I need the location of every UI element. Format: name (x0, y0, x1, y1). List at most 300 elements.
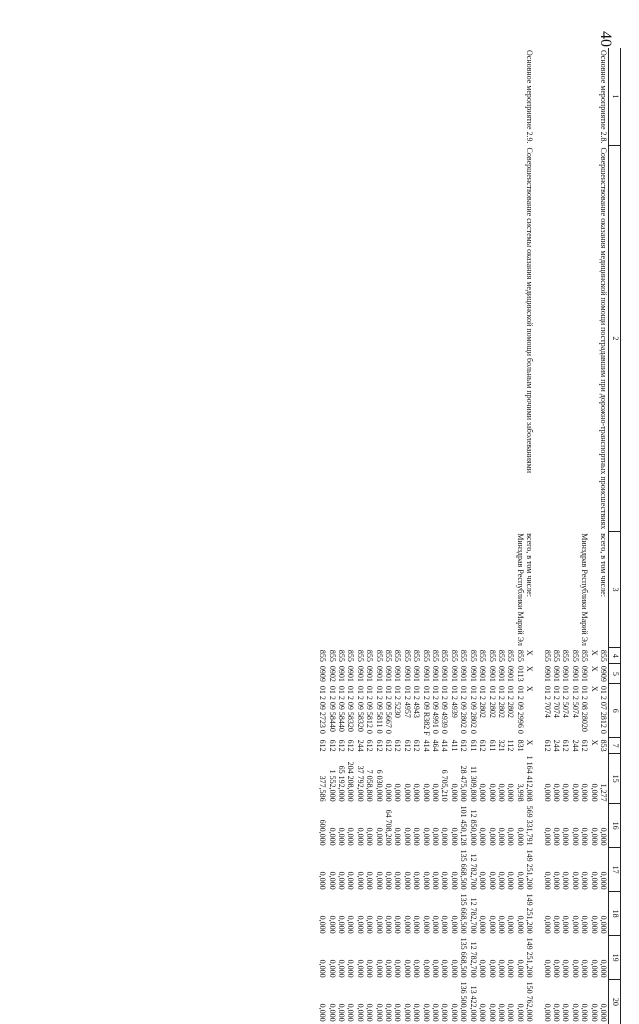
cell-c19: 149 251,200 (525, 937, 535, 978)
cell-c4: 855 (346, 649, 356, 662)
cell-c17: 0,000 (487, 871, 497, 890)
cell-c15: 0,000 (487, 783, 497, 802)
cell-c3 (570, 531, 579, 648)
column-header-20: 20 (609, 980, 621, 1024)
measure-description: Совершенствование системы оказания медицинской помощи больным прочими заболеваниями (525, 147, 535, 474)
cell-c17: 0,000 (496, 871, 506, 890)
table-row (599, 48, 609, 1024)
cell-c15: 0,000 (542, 783, 552, 802)
cell-c7: 612 (318, 739, 328, 752)
column-header-7: 7 (609, 738, 621, 754)
cell-c16: 0,000 (421, 827, 431, 846)
cell-c4: 855 (402, 649, 412, 662)
measure-description: Совершенствование оказания медицинской помощи пострадавшим при дорожно-транспортных происшествиях (599, 147, 608, 530)
cell-c6: 01 2 09 58320 (346, 685, 356, 732)
cell-c4: 855 (487, 649, 497, 662)
cell-c6: X (525, 685, 535, 692)
cell-c15: 3,998 (515, 783, 525, 802)
cell-c17: 0,000 (318, 871, 328, 890)
cell-c4: 855 (431, 649, 441, 662)
cell-c17: 0,000 (374, 871, 384, 890)
cell-c19: 0,000 (337, 959, 347, 978)
cell-c3: всего, в том числе: (599, 533, 608, 597)
cell-c17: 149 251,200 (525, 849, 535, 890)
cell-c16: 0,000 (506, 827, 516, 846)
cell-c16: 0,000 (589, 827, 599, 846)
cell-c7: 611 (487, 739, 497, 752)
cell-c5: 0901 (337, 665, 347, 682)
cell-c16: 0,000 (561, 827, 571, 846)
cell-c18: 12 782,700 (468, 897, 478, 934)
cell-c20: 0,000 (440, 1003, 450, 1022)
cell-c5: 0901 (355, 665, 365, 682)
cell-c16: 0,000 (542, 827, 552, 846)
cell-c3 (497, 531, 506, 648)
cell-c19: 0,000 (355, 959, 365, 978)
cell-c4: 855 (440, 649, 450, 662)
cell-c4: 855 (561, 649, 571, 662)
cell-c18: 0,000 (402, 915, 412, 934)
column-header-16: 16 (609, 804, 621, 848)
cell-c6: 01 2 09 5811 0 (374, 685, 384, 734)
cell-c7: 612 (337, 739, 347, 752)
cell-c18: 0,000 (589, 915, 599, 934)
cell-c17: 0,000 (551, 871, 561, 890)
cell-c15: 0,000 (412, 783, 422, 802)
cell-c4: 855 (421, 649, 431, 662)
cell-c5: 0113 (515, 665, 525, 682)
cell-c18: 0,000 (365, 915, 375, 934)
cell-c3 (440, 531, 449, 648)
cell-c4: 855 (449, 649, 459, 662)
cell-c17: 0,000 (365, 871, 375, 890)
cell-c18: 0,000 (440, 915, 450, 934)
cell-c18: 0,000 (346, 915, 356, 934)
cell-c3 (421, 531, 430, 648)
cell-c5: 0901 (412, 665, 422, 682)
cell-c7: 612 (561, 739, 571, 752)
cell-c16: 0,000 (478, 827, 488, 846)
cell-c5: 0901 (449, 665, 459, 682)
cell-c15: 0,000 (551, 783, 561, 802)
cell-c20: 0,000 (327, 1003, 337, 1022)
column-header-6: 6 (609, 684, 621, 738)
cell-c6: 01 2 4957 (402, 685, 412, 718)
measure-name: Основное мероприятие 2.8. (599, 50, 608, 144)
cell-c20: 0,000 (542, 1003, 552, 1022)
cell-c16: 101 450,128 (459, 805, 469, 846)
cell-c19: 0,000 (402, 959, 412, 978)
cell-c20: 13 422,000 (468, 985, 478, 1022)
section-spacer (534, 48, 542, 1024)
cell-c15: 6 030,000 (374, 769, 384, 802)
cell-c16: 0,000 (440, 827, 450, 846)
cell-c17: 0,000 (589, 871, 599, 890)
cell-c4: 855 (506, 649, 516, 662)
cell-c5: 0901 (561, 665, 571, 682)
cell-c3 (506, 531, 515, 648)
cell-c7: 853 (599, 739, 608, 752)
cell-c18: 0,000 (384, 915, 394, 934)
cell-c19: 0,000 (561, 959, 571, 978)
cell-c6: 01 2 4943 (412, 685, 422, 718)
cell-c3 (589, 531, 598, 648)
cell-c7: 612 (346, 739, 356, 752)
cell-c19: 0,000 (440, 959, 450, 978)
cell-c15: 11 309,800 (468, 765, 478, 802)
cell-c6: 01 2 5074 (570, 685, 580, 718)
cell-c17: 0,000 (440, 871, 450, 890)
cell-c7: 321 (496, 739, 506, 752)
cell-c6: 01 2 5074 (561, 685, 571, 718)
cell-c5: 0901 (478, 665, 488, 682)
cell-c15: 0,000 (478, 783, 488, 802)
cell-c7: X (589, 739, 599, 746)
cell-c17: 12 782,700 (468, 853, 478, 890)
cell-c16: 0,000 (374, 827, 384, 846)
cell-c17: 0,000 (337, 871, 347, 890)
cell-c18: 0,000 (506, 915, 516, 934)
cell-c3: Минздрав Республики Марий Эл (580, 533, 590, 646)
cell-c16: 12 850,000 (468, 809, 478, 846)
cell-c20: 0,000 (412, 1003, 422, 1022)
cell-c19: 0,000 (506, 959, 516, 978)
cell-c5: 0901 (346, 665, 356, 682)
cell-c18: 0,000 (374, 915, 384, 934)
cell-c18: 0,000 (487, 915, 497, 934)
cell-c7: 612 (374, 739, 384, 752)
cell-c20: 0,000 (589, 1003, 599, 1022)
cell-c7: 414 (421, 739, 431, 752)
cell-c18: 0,000 (561, 915, 571, 934)
cell-c19: 0,000 (346, 959, 356, 978)
cell-c5: 0901 (542, 665, 552, 682)
cell-c3 (337, 531, 346, 648)
cell-c19: 0,000 (599, 959, 608, 978)
cell-c7: 244 (570, 739, 580, 752)
cell-c20: 0,000 (496, 1003, 506, 1022)
cell-c7: 612 (542, 739, 552, 752)
cell-c20: 0,000 (487, 1003, 497, 1022)
cell-c16: 0,000 (599, 827, 608, 846)
cell-c5: 0901 (551, 665, 561, 682)
cell-c16: 0,000 (515, 827, 525, 846)
cell-c4: 855 (599, 649, 608, 662)
cell-c15: 204 208,000 (346, 761, 356, 802)
cell-c19: 0,000 (589, 959, 599, 978)
cell-c4: 855 (393, 649, 403, 662)
cell-c17: 0,000 (327, 871, 337, 890)
cell-c4: X (589, 649, 599, 656)
cell-c6: 01 2 5230 (393, 685, 403, 718)
column-header-5: 5 (609, 664, 621, 684)
cell-c5: 0901 (580, 665, 590, 682)
cell-c4: 855 (318, 649, 328, 662)
cell-c16: 0,000 (355, 827, 365, 846)
cell-c3 (459, 531, 468, 648)
cell-c16: 64 708,200 (384, 809, 394, 846)
cell-c16: 0,000 (496, 827, 506, 846)
cell-c16: 600,000 (318, 819, 328, 846)
cell-c4: X (525, 649, 535, 656)
cell-c4: 855 (478, 649, 488, 662)
column-header-17: 17 (609, 848, 621, 892)
cell-c17: 0,000 (506, 871, 516, 890)
cell-c3 (478, 531, 487, 648)
cell-c3: Минздрав Республики Марий Эл (515, 533, 525, 646)
page-number: 40 (597, 31, 614, 47)
cell-c5: 0902 (327, 665, 337, 682)
cell-c7: 831 (515, 739, 525, 752)
cell-c16: 0,000 (402, 827, 412, 846)
cell-c20: 0,000 (599, 1003, 608, 1022)
cell-c7: 612 (478, 739, 488, 752)
cell-c18: 0,000 (478, 915, 488, 934)
cell-c19: 0,000 (551, 959, 561, 978)
cell-c3: всего, в том числе: (525, 533, 535, 597)
cell-c15: 0,000 (570, 783, 580, 802)
cell-c4: 855 (515, 649, 525, 662)
cell-c3 (374, 531, 383, 648)
cell-c19: 0,000 (393, 959, 403, 978)
cell-c17: 0,000 (421, 871, 431, 890)
cell-c5: 0901 (365, 665, 375, 682)
cell-c19: 0,000 (580, 959, 590, 978)
cell-c4: 855 (570, 649, 580, 662)
cell-c19: 0,000 (449, 959, 459, 978)
cell-c20: 0,000 (318, 1003, 328, 1022)
cell-c15: 0,000 (589, 783, 599, 802)
cell-c4: 855 (365, 649, 375, 662)
cell-c5: 0901 (440, 665, 450, 682)
cell-c17: 0,000 (478, 871, 488, 890)
cell-c5: 0909 (599, 665, 608, 682)
cell-c4: 855 (384, 649, 394, 662)
cell-c7: 612 (580, 739, 590, 752)
cell-c19: 0,000 (570, 959, 580, 978)
cell-c17: 0,000 (580, 871, 590, 890)
cell-c19: 0,000 (421, 959, 431, 978)
cell-c3 (431, 531, 440, 648)
cell-c6: 01 2 09 2996 0 (515, 685, 525, 734)
cell-c7: 612 (384, 739, 394, 752)
cell-c4: 855 (580, 649, 590, 662)
cell-c15: 0,000 (496, 783, 506, 802)
cell-c19: 0,000 (327, 959, 337, 978)
cell-c17: 0,000 (346, 871, 356, 890)
cell-c20: 0,000 (421, 1003, 431, 1022)
cell-c15: 0,000 (580, 783, 590, 802)
cell-c6: 01 2 09 2802 0 (468, 685, 478, 734)
cell-c19: 0,000 (515, 959, 525, 978)
cell-c7: 244 (551, 739, 561, 752)
cell-c4: 855 (468, 649, 478, 662)
cell-c16: 0,000 (580, 827, 590, 846)
cell-c15: 0,000 (431, 783, 441, 802)
cell-c7: 611 (468, 739, 478, 752)
cell-c18: 0,000 (431, 915, 441, 934)
cell-c16: 0,000 (393, 827, 403, 846)
cell-c18: 0,000 (393, 915, 403, 934)
cell-c3 (561, 531, 570, 648)
cell-c4: 855 (551, 649, 561, 662)
cell-c20: 136 500,000 (459, 981, 469, 1022)
cell-c15: 0,000 (421, 783, 431, 802)
cell-c4: 855 (374, 649, 384, 662)
cell-c17: 0,000 (384, 871, 394, 890)
column-header-19: 19 (609, 936, 621, 980)
cell-c20: 0,000 (337, 1003, 347, 1022)
cell-c4: 855 (412, 649, 422, 662)
cell-c19: 0,000 (542, 959, 552, 978)
cell-c3 (487, 531, 496, 648)
cell-c6: 01 2 09 2802 0 (459, 685, 469, 734)
cell-c15: 1 552,000 (327, 769, 337, 802)
cell-c6: 01 2 2802 (487, 685, 497, 718)
cell-c7: 612 (402, 739, 412, 752)
cell-c17: 0,000 (393, 871, 403, 890)
cell-c20: 0,000 (346, 1003, 356, 1022)
cell-c7: 464 (431, 739, 441, 752)
cell-c16: 0,000 (570, 827, 580, 846)
cell-c18: 0,000 (449, 915, 459, 934)
cell-c17: 0,000 (402, 871, 412, 890)
cell-c19: 0,000 (384, 959, 394, 978)
cell-c3 (402, 531, 411, 648)
cell-c6: 01 2 2802 (496, 685, 506, 718)
cell-c6: 01 2 09 R382 F (421, 685, 431, 736)
column-header-18: 18 (609, 892, 621, 936)
cell-c20: 0,000 (365, 1003, 375, 1022)
cell-c19: 0,000 (318, 959, 328, 978)
cell-c6: 01 2 09 58440 (337, 685, 347, 732)
cell-c17: 0,000 (515, 871, 525, 890)
cell-c6: 01 2 09 4991 0 (431, 685, 441, 734)
cell-c20: 0,000 (449, 1003, 459, 1022)
cell-c6: 01 2 07 2812 0 (599, 685, 608, 734)
cell-c5: 0901 (496, 665, 506, 682)
cell-c18: 0,000 (337, 915, 347, 934)
cell-c18: 0,000 (599, 915, 608, 934)
cell-c7: 612 (365, 739, 375, 752)
cell-c7: 112 (506, 739, 516, 752)
cell-c16: 0,000 (431, 827, 441, 846)
cell-c5: 0901 (468, 665, 478, 682)
cell-c6: 01 2 7074 (542, 685, 552, 718)
budget-table (318, 48, 621, 1024)
cell-c18: 0,000 (327, 915, 337, 934)
cell-c6: 01 2 09 58440 (327, 685, 337, 732)
cell-c5: 0901 (402, 665, 412, 682)
cell-c5: 0901 (384, 665, 394, 682)
cell-c5: 0901 (487, 665, 497, 682)
cell-c18: 0,000 (515, 915, 525, 934)
cell-c16: 0,000 (346, 827, 356, 846)
cell-c17: 0,000 (355, 871, 365, 890)
cell-c20: 0,000 (506, 1003, 516, 1022)
cell-c15: 0,000 (384, 783, 394, 802)
cell-c20: 0,000 (478, 1003, 488, 1022)
table-row (525, 48, 534, 1024)
cell-c6: 01 2 09 2723 0 (318, 685, 328, 734)
cell-c18: 0,000 (318, 915, 328, 934)
measure-name: Основное мероприятие 2.9. (525, 50, 535, 144)
cell-c16: 0,000 (365, 827, 375, 846)
cell-c15: 6 705,210 (440, 769, 450, 802)
cell-c16: 0,000 (337, 827, 347, 846)
cell-c5: 0901 (459, 665, 469, 682)
cell-c20: 0,000 (580, 1003, 590, 1022)
cell-c4: 855 (496, 649, 506, 662)
cell-c18: 0,000 (551, 915, 561, 934)
cell-c18: 135 668,500 (459, 893, 469, 934)
cell-c20: 150 762,000 (525, 981, 535, 1022)
cell-c6: 01 2 2802 (478, 685, 488, 718)
cell-c17: 0,000 (431, 871, 441, 890)
cell-c20: 0,000 (551, 1003, 561, 1022)
cell-c18: 0,000 (580, 915, 590, 934)
cell-c19: 0,000 (412, 959, 422, 978)
cell-c16: 0,000 (412, 827, 422, 846)
cell-c20: 0,000 (384, 1003, 394, 1022)
cell-c7: 612 (393, 739, 403, 752)
cell-c16: 569 331,791 (525, 805, 535, 846)
cell-c6: 01 2 09 5667 0 (384, 685, 394, 734)
cell-c6: 01 2 09 4939 0 (440, 685, 450, 734)
cell-c7: 612 (327, 739, 337, 752)
cell-c15: 0,000 (506, 783, 516, 802)
cell-c15: 0,000 (402, 783, 412, 802)
column-header-1: 1 (609, 48, 621, 146)
cell-c17: 0,000 (542, 871, 552, 890)
cell-c18: 0,000 (412, 915, 422, 934)
cell-c6: 01 2 2802 (506, 685, 516, 718)
cell-c20: 0,000 (431, 1003, 441, 1022)
cell-c19: 0,000 (496, 959, 506, 978)
cell-c18: 0,000 (570, 915, 580, 934)
cell-c3 (318, 531, 327, 648)
cell-c20: 0,000 (570, 1003, 580, 1022)
cell-c3 (412, 531, 421, 648)
cell-c7: X (525, 739, 535, 746)
cell-c6: 01 2 09 58320 (355, 685, 365, 732)
cell-c6: 01 2 09 5812 0 (365, 685, 375, 734)
cell-c20: 0,000 (374, 1003, 384, 1022)
cell-c3 (365, 531, 374, 648)
cell-c3 (384, 531, 393, 648)
cell-c5: 0901 (421, 665, 431, 682)
rotated-table-sheet (109, 48, 621, 1022)
cell-c5: 0901 (374, 665, 384, 682)
cell-c20: 0,000 (402, 1003, 412, 1022)
cell-c6: 01 2 7074 (551, 685, 561, 718)
cell-c3 (542, 531, 551, 648)
cell-c15: 7 058,800 (365, 769, 375, 802)
cell-c3 (450, 531, 459, 648)
cell-c6: 01 2 08 28020 (580, 685, 590, 732)
cell-c5: 0901 (393, 665, 403, 682)
cell-c19: 0,000 (478, 959, 488, 978)
cell-c20: 0,000 (515, 1003, 525, 1022)
cell-c18: 149 251,200 (525, 893, 535, 934)
cell-c16: 0,000 (449, 827, 459, 846)
cell-c17: 0,000 (570, 871, 580, 890)
cell-c18: 0,000 (421, 915, 431, 934)
cell-c7: 414 (440, 739, 450, 752)
cell-c20: 0,000 (393, 1003, 403, 1022)
cell-c15: 0,000 (393, 783, 403, 802)
cell-c5: X (525, 665, 535, 672)
